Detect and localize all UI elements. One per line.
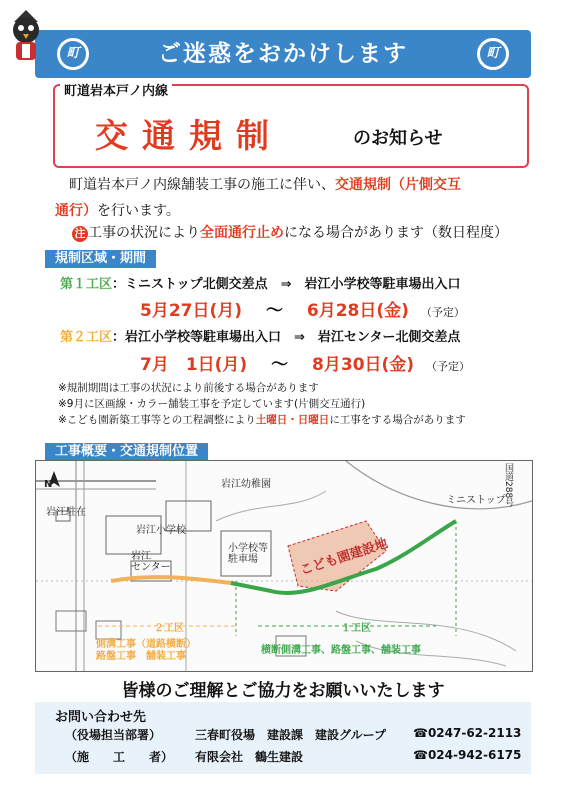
contact-row-office-phone xyxy=(413,726,521,740)
contact-heading: お問い合わせ先 xyxy=(55,710,147,725)
label-iwae-elementary: 岩江小学校 xyxy=(136,525,186,536)
label-ministop: ミニストップ xyxy=(446,495,506,506)
intro-highlight: 交通規制（片側交互 xyxy=(335,177,461,193)
label-zone1-works: 横断側溝工事、路盤工事、舗装工事 xyxy=(261,645,421,656)
intro-text-2: を行います。 xyxy=(97,203,180,219)
intro-highlight-2: 通行） xyxy=(55,203,97,219)
label-iwae-kindergarten: 岩江幼稚園 xyxy=(221,479,271,490)
contact-row-contractor-role: （施 工 者） xyxy=(65,750,174,764)
section-heading-map: 工事概要・交通規制位置 xyxy=(45,443,208,461)
zone2-period xyxy=(140,350,470,375)
contact-row-contractor-phone xyxy=(413,748,521,762)
zone1-note: （予定） xyxy=(420,306,465,319)
label-school-parking: 小学校等 駐車場 xyxy=(228,543,268,565)
label-police-box: 岩江駐在 xyxy=(46,507,86,518)
mascot-icon xyxy=(6,8,46,66)
note-3-highlight: 土曜日・日曜日 xyxy=(255,414,330,426)
office-phone-number: 0247-62-2113 xyxy=(427,726,522,740)
page-title-suffix: のお知らせ xyxy=(353,128,443,149)
zone2-route xyxy=(60,326,460,345)
label-zone2: ２工区 xyxy=(154,623,184,634)
header-banner xyxy=(35,30,531,78)
contact-row-contractor-name: 有限会社 鶴生建設 xyxy=(195,750,304,764)
note-3 xyxy=(58,412,538,428)
caution-text-2: になる場合があります（数日程度） xyxy=(284,225,508,241)
zone1-period xyxy=(140,296,465,321)
construction-map xyxy=(35,460,533,672)
contact-row-office-name: 三春町役場 建設課 建設グループ xyxy=(195,728,387,742)
zone2-end: 8月30日(金) xyxy=(312,355,415,375)
label-kodomoen-site: こども園建設地 xyxy=(298,536,390,579)
zone1-route xyxy=(60,273,461,292)
caution-highlight: 全面通行止め xyxy=(200,225,284,241)
caution-note xyxy=(72,220,552,246)
notes-block xyxy=(58,380,538,428)
note-3-text-2: に工事をする場合があります xyxy=(329,414,466,426)
zone1-start: 5月27日(月) xyxy=(140,301,243,321)
zone1-label: 第１工区 xyxy=(60,277,113,292)
north-label: N xyxy=(44,479,53,490)
zone1-route-text: ：ミニストップ北側交差点 ⇒ 岩江小学校等駐車場出入口 xyxy=(112,277,461,292)
intro-paragraph xyxy=(55,172,535,224)
note-1: ※規制期間は工事の状況により前後する場合があります xyxy=(58,382,319,394)
label-iwae-center: 岩江 センター xyxy=(131,551,171,573)
caution-icon: 注 xyxy=(72,226,88,242)
banner-title: ご迷惑をおかけします xyxy=(158,41,408,67)
intro-text: 町道岩本戸ノ内線舗装工事の施工に伴い、 xyxy=(69,177,335,193)
section-heading-period: 規制区域・期間 xyxy=(45,250,156,268)
appeal-message: 皆様のご理解とご協力をお願いいたします xyxy=(121,681,445,701)
phone-icon: ☎ xyxy=(413,726,428,740)
caution-text: 工事の状況により xyxy=(88,225,200,241)
zone2-label: 第２工区 xyxy=(60,330,113,345)
zone1-tilde: ～ xyxy=(265,301,283,321)
label-zone2-works: 側溝工事（道路横断） 路盤工事 舗装工事 xyxy=(96,639,196,662)
town-logo-icon: 町 xyxy=(57,38,89,70)
contact-box xyxy=(35,702,531,774)
label-route-288: 国道288号 xyxy=(503,463,513,508)
phone-icon: ☎ xyxy=(413,748,428,762)
town-logo-icon-right: 町 xyxy=(477,38,509,70)
contractor-phone-number: 024-942-6175 xyxy=(427,748,522,762)
zone2-start: 7月 1日(月) xyxy=(140,355,248,375)
zone2-note: （予定） xyxy=(426,360,470,373)
note-3-text: ※こども園新築工事等との工程調整により xyxy=(58,414,256,426)
note-2: ※9月に区画線・カラー舗装工事を予定しています(片側交互通行) xyxy=(58,398,366,410)
zone2-tilde: ～ xyxy=(271,355,289,375)
page-title: 交通規制 xyxy=(95,116,283,155)
zone2-route-text: ：岩江小学校等駐車場出入口 ⇒ 岩江センター北側交差点 xyxy=(112,330,461,345)
zone1-end: 6月28日(金) xyxy=(306,301,409,321)
contact-row-office-role: （役場担当部署） xyxy=(65,728,162,742)
label-zone1: １工区 xyxy=(341,623,371,634)
road-name: 町道岩本戸ノ内線 xyxy=(60,80,172,99)
